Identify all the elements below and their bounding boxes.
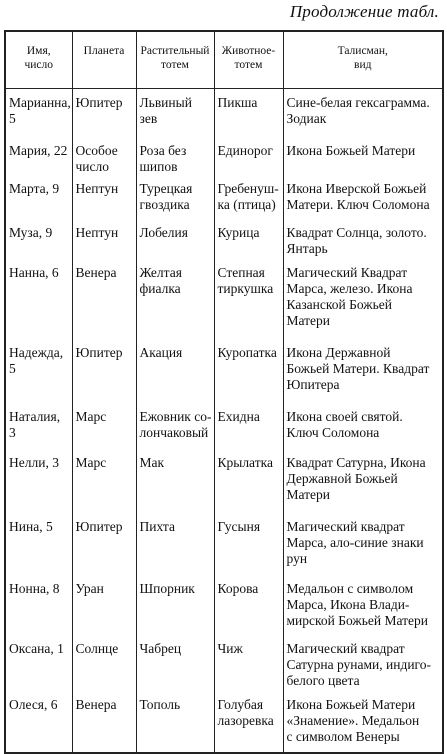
cell-animal-totem: Ехидна — [214, 403, 283, 449]
cell-planet: Марс — [72, 403, 136, 449]
cell-name: Муза, 9 — [5, 219, 72, 259]
table-row — [5, 449, 443, 513]
cell-talisman: Квадрат Солнца, золото. Янтарь — [283, 219, 443, 259]
table-body — [5, 89, 443, 753]
cell-talisman: Сине-белая гексаграмма. Зодиак — [283, 89, 443, 137]
cell-talisman: Икона Божьей Матери — [283, 137, 443, 175]
table-row — [5, 691, 443, 753]
cell-talisman: Магический квадрат Марса, ало-синие знаки рун — [283, 513, 443, 575]
table-row — [5, 89, 443, 137]
header-planet: Планета — [72, 31, 136, 89]
cell-animal-totem: Единорог — [214, 137, 283, 175]
table-row — [5, 575, 443, 635]
cell-animal-totem: Гусыня — [214, 513, 283, 575]
cell-planet: Юпитер — [72, 339, 136, 403]
table-row — [5, 175, 443, 219]
cell-animal-totem: Куропатка — [214, 339, 283, 403]
cell-animal-totem: Пикша — [214, 89, 283, 137]
header-name-number: Имя, число — [5, 31, 72, 89]
cell-talisman: Магический квадрат Сатурна рунами, индиго- белого цвета — [283, 635, 443, 691]
cell-name: Нанна, 6 — [5, 259, 72, 339]
table-header — [5, 31, 443, 89]
header-talisman: Талисман, вид — [283, 31, 443, 89]
cell-plant-totem: Ежовник со- лончаковый — [136, 403, 214, 449]
cell-name: Марта, 9 — [5, 175, 72, 219]
cell-animal-totem: Чиж — [214, 635, 283, 691]
table-row — [5, 339, 443, 403]
cell-plant-totem: Мак — [136, 449, 214, 513]
cell-planet: Юпитер — [72, 513, 136, 575]
cell-planet: Нептун — [72, 175, 136, 219]
cell-plant-totem: Турецкая гвоздика — [136, 175, 214, 219]
cell-animal-totem: Курица — [214, 219, 283, 259]
cell-plant-totem: Пихта — [136, 513, 214, 575]
cell-plant-totem: Шпорник — [136, 575, 214, 635]
table-row — [5, 219, 443, 259]
cell-planet: Венера — [72, 691, 136, 753]
cell-name: Нонна, 8 — [5, 575, 72, 635]
table-row — [5, 137, 443, 175]
cell-planet: Солнце — [72, 635, 136, 691]
header-row — [5, 31, 443, 89]
talisman-table — [4, 30, 444, 754]
cell-talisman: Икона Державной Божьей Матери. Квадрат Юпитера — [283, 339, 443, 403]
cell-planet: Уран — [72, 575, 136, 635]
cell-animal-totem: Степная тиркушка — [214, 259, 283, 339]
table-container — [4, 30, 442, 754]
cell-plant-totem: Тополь — [136, 691, 214, 753]
cell-planet: Венера — [72, 259, 136, 339]
cell-name: Наталия, 3 — [5, 403, 72, 449]
cell-talisman: Магический Квадрат Марса, железо. Икона Казанской Божьей Матери — [283, 259, 443, 339]
cell-talisman: Икона Божьей Матери «Знамение». Медальон с символом Венеры — [283, 691, 443, 753]
cell-planet: Особое число — [72, 137, 136, 175]
cell-name: Оксана, 1 — [5, 635, 72, 691]
cell-animal-totem: Голубая лазоревка — [214, 691, 283, 753]
table-row — [5, 259, 443, 339]
cell-plant-totem: Роза без шипов — [136, 137, 214, 175]
cell-name: Надежда, 5 — [5, 339, 72, 403]
cell-plant-totem: Желтая фиалка — [136, 259, 214, 339]
cell-talisman: Икона своей святой. Ключ Соломона — [283, 403, 443, 449]
cell-name: Мария, 22 — [5, 137, 72, 175]
cell-talisman: Квадрат Сатурна, Икона Державной Божьей Матери — [283, 449, 443, 513]
cell-name: Нелли, 3 — [5, 449, 72, 513]
cell-planet: Юпитер — [72, 89, 136, 137]
cell-plant-totem: Чабрец — [136, 635, 214, 691]
table-row — [5, 403, 443, 449]
cell-animal-totem: Корова — [214, 575, 283, 635]
cell-planet: Нептун — [72, 219, 136, 259]
cell-plant-totem: Львиный зев — [136, 89, 214, 137]
cell-name: Олеся, 6 — [5, 691, 72, 753]
cell-talisman: Икона Иверской Божьей Матери. Ключ Соломона — [283, 175, 443, 219]
table-row — [5, 635, 443, 691]
cell-name: Нина, 5 — [5, 513, 72, 575]
table-caption: Продолжение табл. — [289, 2, 439, 21]
table-row — [5, 513, 443, 575]
cell-plant-totem: Акация — [136, 339, 214, 403]
cell-name: Марианна, 5 — [5, 89, 72, 137]
cell-plant-totem: Лобелия — [136, 219, 214, 259]
header-plant-totem: Растительный тотем — [136, 31, 214, 89]
header-animal-totem: Животное- тотем — [214, 31, 283, 89]
cell-animal-totem: Крылатка — [214, 449, 283, 513]
cell-animal-totem: Гребенуш- ка (птица) — [214, 175, 283, 219]
cell-talisman: Медальон с символом Марса, Икона Влади- мирской Божьей Матери — [283, 575, 443, 635]
cell-planet: Марс — [72, 449, 136, 513]
